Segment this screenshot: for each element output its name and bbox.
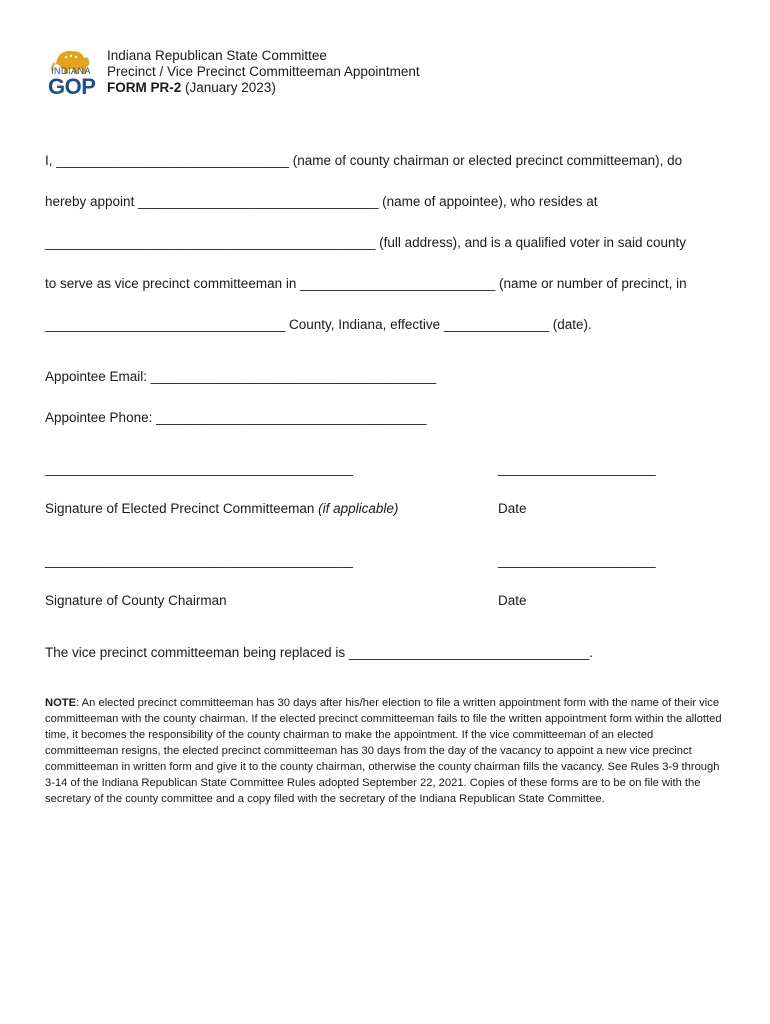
form-date: (January 2023) [185, 80, 276, 95]
chairman-signature-label: Signature of County Chairman [45, 593, 227, 608]
committeeman-date-label: Date [498, 501, 527, 516]
committeeman-signature-label [45, 501, 398, 516]
indiana-gop-logo [44, 44, 98, 98]
chairman-signature-line[interactable]: _________________________________________ [45, 553, 353, 568]
body-line-4: to serve as vice precinct committeeman in __________________________ (name or number of precinct, in [45, 276, 687, 291]
committeeman-date-line[interactable]: _____________________ [498, 461, 656, 476]
header-form [107, 80, 276, 96]
body-line-5: ________________________________ County, Indiana, effective ______________ (date). [45, 317, 592, 332]
chairman-date-label: Date [498, 593, 527, 608]
committeeman-label-text: Signature of Elected Precinct Committeeman [45, 501, 319, 516]
note-label: NOTE [45, 697, 77, 709]
committeeman-signature-line[interactable]: _________________________________________ [45, 461, 353, 476]
header-title: Precinct / Vice Precinct Committeeman Appointment [107, 64, 420, 79]
body-line-1: I, _______________________________ (name of county chairman or elected precinct committeeman), do [45, 153, 683, 168]
if-applicable-note: (if applicable) [318, 501, 399, 516]
body-line-2: hereby appoint ________________________________ (name of appointee), who resides at [45, 194, 598, 209]
appointee-phone-field[interactable]: Appointee Phone: ____________________________________ [45, 410, 427, 425]
logo-gop: GOP [48, 74, 96, 99]
logo-word: INDIANA [50, 66, 91, 76]
header-org: Indiana Republican State Committee [107, 48, 327, 63]
appointee-email-field[interactable]: Appointee Email: ______________________________________ [45, 369, 437, 384]
note-text: : An elected precinct committeeman has 30 days after his/her election to file a written appointment form with the name of their vice committeeman with the county chairman. If the elected precinct committeeman fails to file the written appointment form within the allotted time, it becomes the responsibility of the county chairman to make the appointment. If the vice committeeman of an elected committeeman resigns, the elected precinct committeeman has 30 days from the day of the vacancy to appoint a new vice precinct committeeman in written form and give it to the county chairman, otherwise the county chairman fills the vacancy. See Rules 3-9 through 3-14 of the Indiana Republican State Committee Rules adopted September 22, 2021. Copies of these forms are to be on file with the secretary of the county committee and a copy filed with the secretary of the Indiana Republican State Committee. [45, 697, 722, 805]
body-line-3: ____________________________________________ (full address), and is a qualified voter in said county [45, 235, 687, 250]
replaced-committeeman-line[interactable]: The vice precinct committeeman being replaced is ________________________________. [45, 645, 593, 660]
chairman-date-line[interactable]: _____________________ [498, 553, 656, 568]
form-id: FORM PR-2 [107, 80, 182, 95]
note-paragraph [45, 695, 725, 807]
